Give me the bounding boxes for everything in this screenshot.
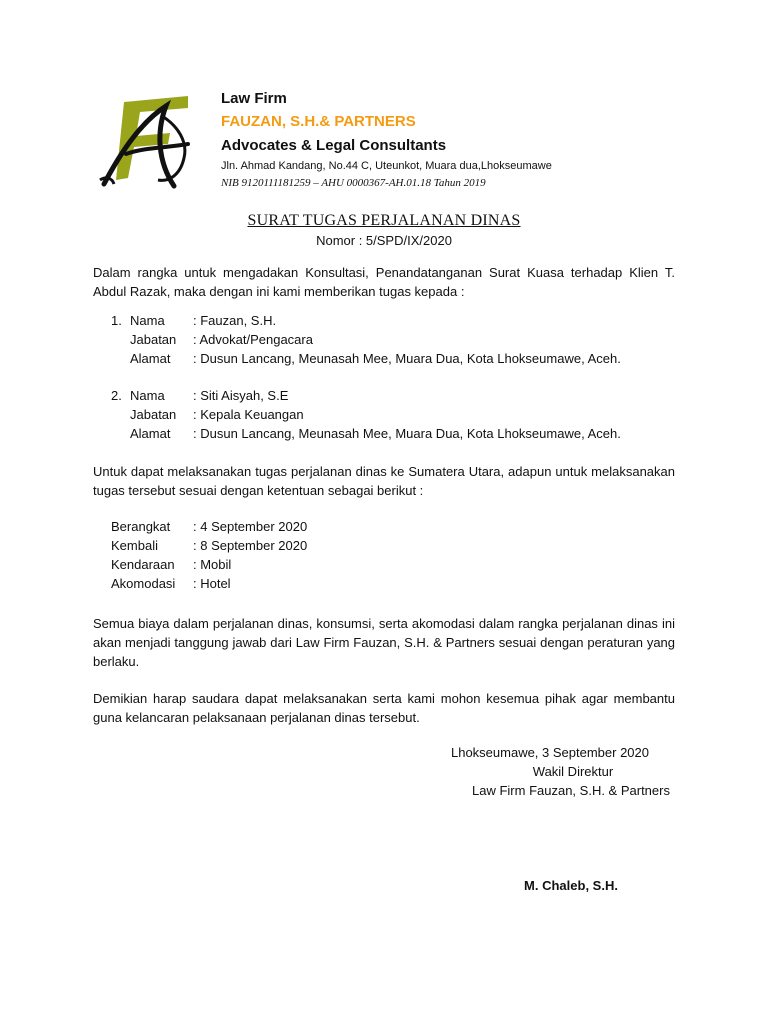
- signature-place-date: Lhokseumawe, 3 September 2020: [450, 745, 649, 760]
- signature-firm: Law Firm Fauzan, S.H. & Partners: [472, 783, 670, 798]
- document-number: Nomor : 5/SPD/IX/2020: [316, 233, 452, 248]
- detail-value-kembali: : 8 September 2020: [193, 538, 308, 553]
- detail-label-akomodasi: Akomodasi: [111, 576, 176, 591]
- costs-text-end: sesuai dengan peraturan yang berlaku.: [93, 635, 676, 669]
- jabatan-label: Jabatan: [130, 332, 177, 347]
- costs-firm-name: Law Firm Fauzan, S.H. & Partners: [295, 635, 495, 650]
- jabatan-value: : Advokat/Pengacara: [193, 332, 313, 347]
- alamat-value: : Dusun Lancang, Meunasah Mee, Muara Dua, Kota Lhokseumawe, Aceh.: [193, 426, 621, 441]
- letterhead-address: Jln. Ahmad Kandang, No.44 C, Uteunkot, Muara dua,Lhokseumawe: [221, 160, 552, 172]
- costs-paragraph: [93, 614, 675, 671]
- alamat-value: : Dusun Lancang, Meunasah Mee, Muara Dua, Kota Lhokseumawe, Aceh.: [193, 351, 621, 366]
- costs-text-start: Semua biaya dalam perjalanan dinas, konsumsi, serta akomodasi dalam rangka perjalanan dinas ini akan menjadi tanggung jawab dari: [93, 616, 675, 650]
- letterhead-firm-name: FAUZAN, S.H.& PARTNERS: [221, 113, 416, 130]
- nama-label: Nama: [130, 313, 165, 328]
- nama-value: : Fauzan, S.H.: [193, 313, 277, 328]
- logo-f-shape: [116, 96, 188, 180]
- detail-label-berangkat: Berangkat: [111, 519, 171, 534]
- letterhead-tagline: Advocates & Legal Consultants: [221, 137, 447, 154]
- letterhead-line-1: Law Firm: [221, 90, 287, 107]
- detail-label-kendaraan: Kendaraan: [111, 557, 175, 572]
- detail-value-kendaraan: : Mobil: [193, 557, 232, 572]
- detail-value-berangkat: : 4 September 2020: [193, 519, 308, 534]
- detail-label-kembali: Kembali: [111, 538, 158, 553]
- closing-paragraph: Demikian harap saudara dapat melaksanakan serta kami mohon kesemua pihak agar membantu guna kelancaran pelaksanaan perjalanan dinas tersebut.: [93, 691, 675, 725]
- nama-label: Nama: [130, 388, 165, 403]
- nama-value: : Siti Aisyah, S.E: [193, 388, 289, 403]
- alamat-label: Alamat: [130, 351, 171, 366]
- jabatan-value: : Kepala Keuangan: [193, 407, 304, 422]
- signature-position: Wakil Direktur: [532, 764, 614, 779]
- signatory-name: M. Chaleb, S.H.: [524, 878, 618, 893]
- document-title: SURAT TUGAS PERJALANAN DINAS: [247, 212, 521, 229]
- person-number: 2.: [111, 388, 122, 403]
- intro-paragraph: Dalam rangka untuk mengadakan Konsultasi, Penandatanganan Surat Kuasa terhadap Klien T. Abdul Razak, maka dengan ini kami memberikan tugas kepada :: [93, 265, 675, 299]
- person-number: 1.: [111, 313, 122, 328]
- law-firm-logo: [96, 92, 206, 192]
- letterhead-registration: NIB 9120111181259 – AHU 0000367-AH.01.18 Tahun 2019: [221, 177, 486, 189]
- jabatan-label: Jabatan: [130, 407, 177, 422]
- alamat-label: Alamat: [130, 426, 171, 441]
- purpose-paragraph: Untuk dapat melaksanakan tugas perjalanan dinas ke Sumatera Utara, adapun untuk melaksanakan tugas tersebut sesuai dengan ketentuan sebagai berikut :: [93, 464, 675, 498]
- detail-value-akomodasi: : Hotel: [193, 576, 231, 591]
